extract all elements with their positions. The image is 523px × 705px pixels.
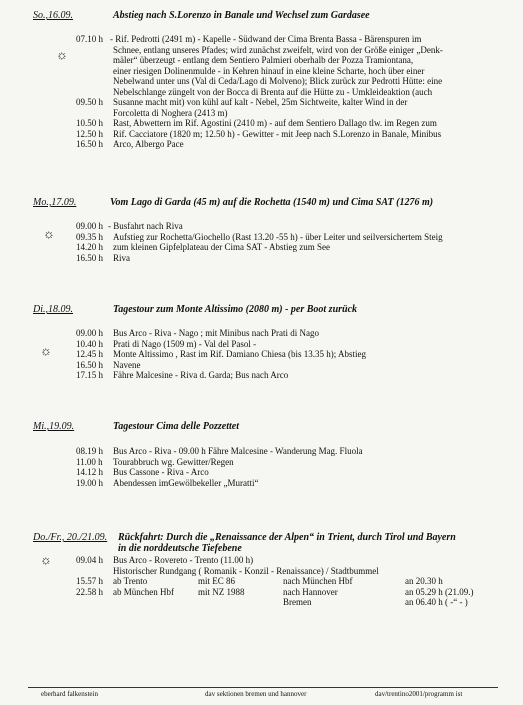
day-return-trip bbox=[0, 532, 523, 608]
sun-icon: ☼ bbox=[40, 552, 52, 567]
day-date: Mo.,17.09. bbox=[33, 197, 77, 208]
schedule-row: 07.10 h - Rif. Pedrotti (2491 m) - Kapelle - Südwand der Cima Brenta Bassa - Bärenspuren im bbox=[76, 34, 422, 44]
schedule-row: 09.35 h Aufstieg zur Rochetta/Giochello (Rast 13.20 -55 h) - über Leiter und seilversichertem Steig bbox=[76, 231, 443, 242]
day-title-continued: in die norddeutsche Tiefebene bbox=[118, 543, 242, 554]
schedule-row: 16.50 h Arco, Albergo Pace bbox=[76, 139, 184, 149]
day-title: Rückfahrt: Durch die „Renaissance der Alpen“ in Trient, durch Tirol und Bayern bbox=[118, 532, 456, 543]
day-date: Di.,18.09. bbox=[33, 304, 73, 315]
day-title: Tagestour Cima delle Pozzettet bbox=[113, 421, 240, 432]
schedule-row: 14.12 h Bus Cassone - Riva - Arco bbox=[76, 467, 209, 477]
day-date: Do./Fr., 20./21.09. bbox=[33, 532, 108, 543]
footer-organizer: dav sektionen bremen und hannover bbox=[205, 690, 307, 698]
schedule-row: 09.50 h Susanne macht mit) von kühl auf kalt - Nebel, 25m Sichtweite, kalter Wind in der bbox=[76, 97, 408, 107]
footer-author: eberhard falkenstein bbox=[41, 690, 98, 698]
schedule-row: 09.04 h Bus Arco - Rovereto - Trento (11.00 h) bbox=[76, 555, 254, 565]
day-title: Vom Lago di Garda (45 m) auf die Rochetta (1540 m) und Cima SAT (1276 m) bbox=[110, 197, 434, 208]
schedule-row: 12.45 h Monte Altissimo , Rast im Rif. Damiano Chiesa (bis 13.35 h); Abstieg bbox=[76, 349, 366, 359]
day-sunday bbox=[0, 10, 523, 150]
train-row: 15.57 h ab Trento mit EC 86 nach München Hbf an 20.30 h bbox=[76, 576, 443, 586]
schedule-row: Schnee, entlang unseres Pfades; wird zunächst zweifelt, wird von der Größe einiger „Denk- bbox=[113, 44, 443, 55]
sun-icon: ☼ bbox=[56, 47, 68, 62]
schedule-row: mäler“ überzeugt - entlang dem Sentiero Palmieri oberhalb der Pozza Tramiontana, bbox=[113, 55, 414, 65]
schedule-row: 10.40 h Prati di Nago (1509 m) - Val del Pasol - bbox=[76, 338, 257, 349]
schedule-row: 11.00 h Tourabbruch wg. Gewitter/Regen bbox=[76, 456, 234, 467]
schedule-row: 16.50 h Navene bbox=[76, 359, 141, 370]
schedule-row: Nebelwand unter uns (Val di Ceda/Lago di Molveno); Blick zurück zur Pedrotti Hütte: eine bbox=[113, 76, 443, 86]
train-row: 22.58 h ab München Hbf mit NZ 1988 nach Hannover an 05.29 h (21.09.) bbox=[76, 586, 474, 597]
day-tuesday bbox=[0, 304, 523, 381]
sun-icon: ☼ bbox=[40, 343, 52, 358]
schedule-row: einer riesigen Dolinenmulde - in Kehren hinauf in eine kleine Scharte, hoch über einer bbox=[113, 65, 425, 76]
day-wednesday bbox=[0, 421, 523, 488]
day-date: So.,16.09. bbox=[33, 10, 73, 21]
schedule-row: 16.50 h Riva bbox=[76, 252, 130, 263]
day-title: Tagestour zum Monte Altissimo (2080 m) - per Boot zurück bbox=[113, 304, 358, 315]
footer-file-ref: dav/trentino2001/programm ist bbox=[375, 690, 463, 698]
day-title: Abstieg nach S.Lorenzo in Banale und Wechsel zum Gardasee bbox=[113, 10, 370, 21]
schedule-row: 09.00 h Bus Arco - Riva - Nago ; mit Minibus nach Prati di Nago bbox=[76, 328, 319, 338]
day-date: Mi.,19.09. bbox=[33, 421, 75, 432]
day-monday bbox=[0, 197, 523, 263]
train-row: Bremen an 06.40 h ( -“ - ) bbox=[283, 597, 468, 607]
schedule-row: 17.15 h Fähre Malcesine - Riva d. Garda; Bus nach Arco bbox=[76, 370, 289, 380]
schedule-row: 10.50 h Rast, Abwettern im Rif. Agostini (2410 m) - auf dem Sentiero Dallago tlw. im Regen zum bbox=[76, 118, 437, 128]
schedule-row: 19.00 h Abendessen imGewölbekeller „Muratti“ bbox=[76, 477, 259, 488]
schedule-row: Historischer Rundgang ( Romanik - Konzil - Renaissance) / Stadtbummel bbox=[113, 565, 379, 576]
schedule-row: Forcoletta di Noghera (2413 m) bbox=[113, 107, 228, 118]
schedule-row: 08.19 h Bus Arco - Riva - 09.00 h Fähre Malcesine - Wanderung Mag. Fluola bbox=[76, 446, 363, 456]
schedule-row: Nebelschlange züngelt von der Bocca di Brenta auf die Hütte zu - Umkleideaktion (auch bbox=[113, 86, 433, 97]
schedule-row: 12.50 h Rif. Cacciatore (1820 m; 12.50 h) - Gewitter - mit Jeep nach S.Lorenzo in Banale, Minibus bbox=[76, 128, 442, 139]
sun-icon: ☼ bbox=[43, 226, 55, 241]
schedule-row: 09.00 h - Busfahrt nach Riva bbox=[76, 221, 183, 231]
footer-divider bbox=[28, 687, 498, 688]
footer bbox=[0, 690, 523, 702]
schedule-row: 14.20 h zum kleinen Gipfelplateau der Cima SAT - Abstieg zum See bbox=[76, 242, 331, 252]
